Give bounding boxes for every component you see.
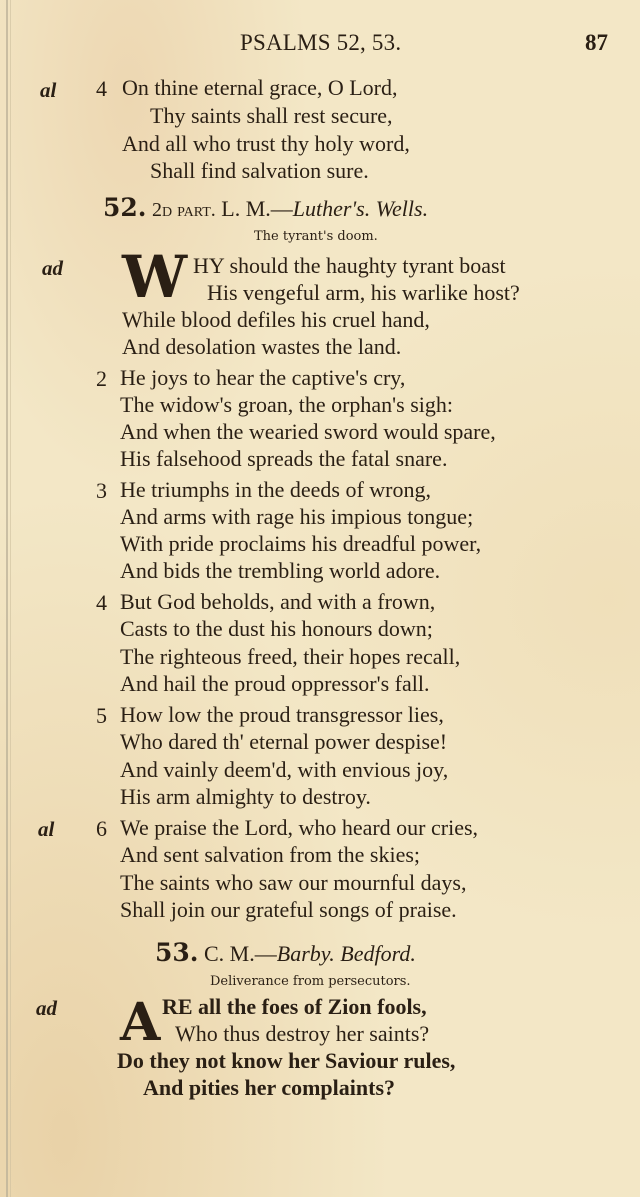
drop-cap: A <box>120 992 161 1053</box>
verse-line: And bids the trembling world adore. <box>120 558 441 583</box>
verse-line: HY should the haughty tyrant boast <box>193 253 506 278</box>
verse-line: How low the proud transgressor lies, <box>120 702 444 727</box>
verse-number: 4 <box>96 590 107 615</box>
verse-line: And all who trust thy holy word, <box>122 131 410 156</box>
verse-number: 2 <box>96 366 107 391</box>
hymn-tunes: Luther's. Wells. <box>292 196 429 221</box>
verse-line: And desolation wastes the land. <box>122 334 402 359</box>
running-title: PSALMS 52, 53. <box>240 30 402 55</box>
verse-line: His vengeful arm, his warlike host? <box>207 280 520 305</box>
verse-line: He joys to hear the captive's cry, <box>120 365 406 390</box>
verse-line: Who dared th' eternal power despise! <box>120 729 448 754</box>
verse-line: Who thus destroy her saints? <box>175 1021 430 1046</box>
verse-line: Do they not know her Saviour rules, <box>117 1048 456 1073</box>
verse-number: 4 <box>96 76 107 101</box>
hymn-heading-52 <box>103 193 428 222</box>
verse-line: He triumphs in the deeds of wrong, <box>120 477 431 502</box>
drop-cap: W <box>122 243 188 311</box>
hymn-meter: C. M.— <box>204 941 277 966</box>
verse-number: 5 <box>96 703 107 728</box>
hymn-tunes: Barby. Bedford. <box>276 941 416 966</box>
verse-line: His arm almighty to destroy. <box>120 784 371 809</box>
verse-line: We praise the Lord, who heard our cries, <box>120 815 479 840</box>
page-number: 87 <box>585 30 608 55</box>
verse-line: The widow's groan, the orphan's sigh: <box>120 392 453 417</box>
verse-line: RE all the foes of Zion fools, <box>162 994 427 1019</box>
margin-mark: ad <box>42 256 63 280</box>
hymn-number: 53. <box>155 938 199 967</box>
verse-line: The saints who saw our mournful days, <box>120 870 467 895</box>
margin-mark: al <box>40 78 57 102</box>
verse-line: And pities her complaints? <box>143 1075 396 1100</box>
verse-line: And sent salvation from the skies; <box>120 842 421 867</box>
verse-line: And vainly deem'd, with envious joy, <box>120 757 449 782</box>
hymn-subtitle: The tyrant's doom. <box>254 229 378 244</box>
verse-line: His falsehood spreads the fatal snare. <box>120 446 448 471</box>
hymn-subtitle: Deliverance from persecutors. <box>210 974 411 989</box>
verse-line: Shall find salvation sure. <box>150 158 369 183</box>
verse-line: And arms with rage his impious tongue; <box>120 504 474 529</box>
hymn-heading-53 <box>155 938 416 967</box>
verse-line: While blood defiles his cruel hand, <box>122 307 430 332</box>
page-gutter-shadow <box>10 0 11 1197</box>
verse-number: 6 <box>96 816 107 841</box>
verse-line: And hail the proud oppressor's fall. <box>120 671 430 696</box>
verse-line: And when the wearied sword would spare, <box>120 419 496 444</box>
hymn-part: 2d part. <box>152 199 216 221</box>
verse-line: Casts to the dust his honours down; <box>120 616 433 641</box>
margin-mark: al <box>38 817 55 841</box>
verse-line: With pride proclaims his dreadful power, <box>120 531 482 556</box>
verse-line: Shall join our grateful songs of praise. <box>120 897 457 922</box>
hymn-meter: L. M.— <box>221 196 293 221</box>
margin-mark: ad <box>36 996 57 1020</box>
verse-number: 3 <box>96 478 107 503</box>
page-gutter <box>6 0 8 1197</box>
verse-line: On thine eternal grace, O Lord, <box>122 75 398 100</box>
verse-line: The righteous freed, their hopes recall, <box>120 644 461 669</box>
hymn-number: 52. <box>103 193 147 222</box>
verse-line: But God beholds, and with a frown, <box>120 589 436 614</box>
verse-line: Thy saints shall rest secure, <box>150 103 393 128</box>
